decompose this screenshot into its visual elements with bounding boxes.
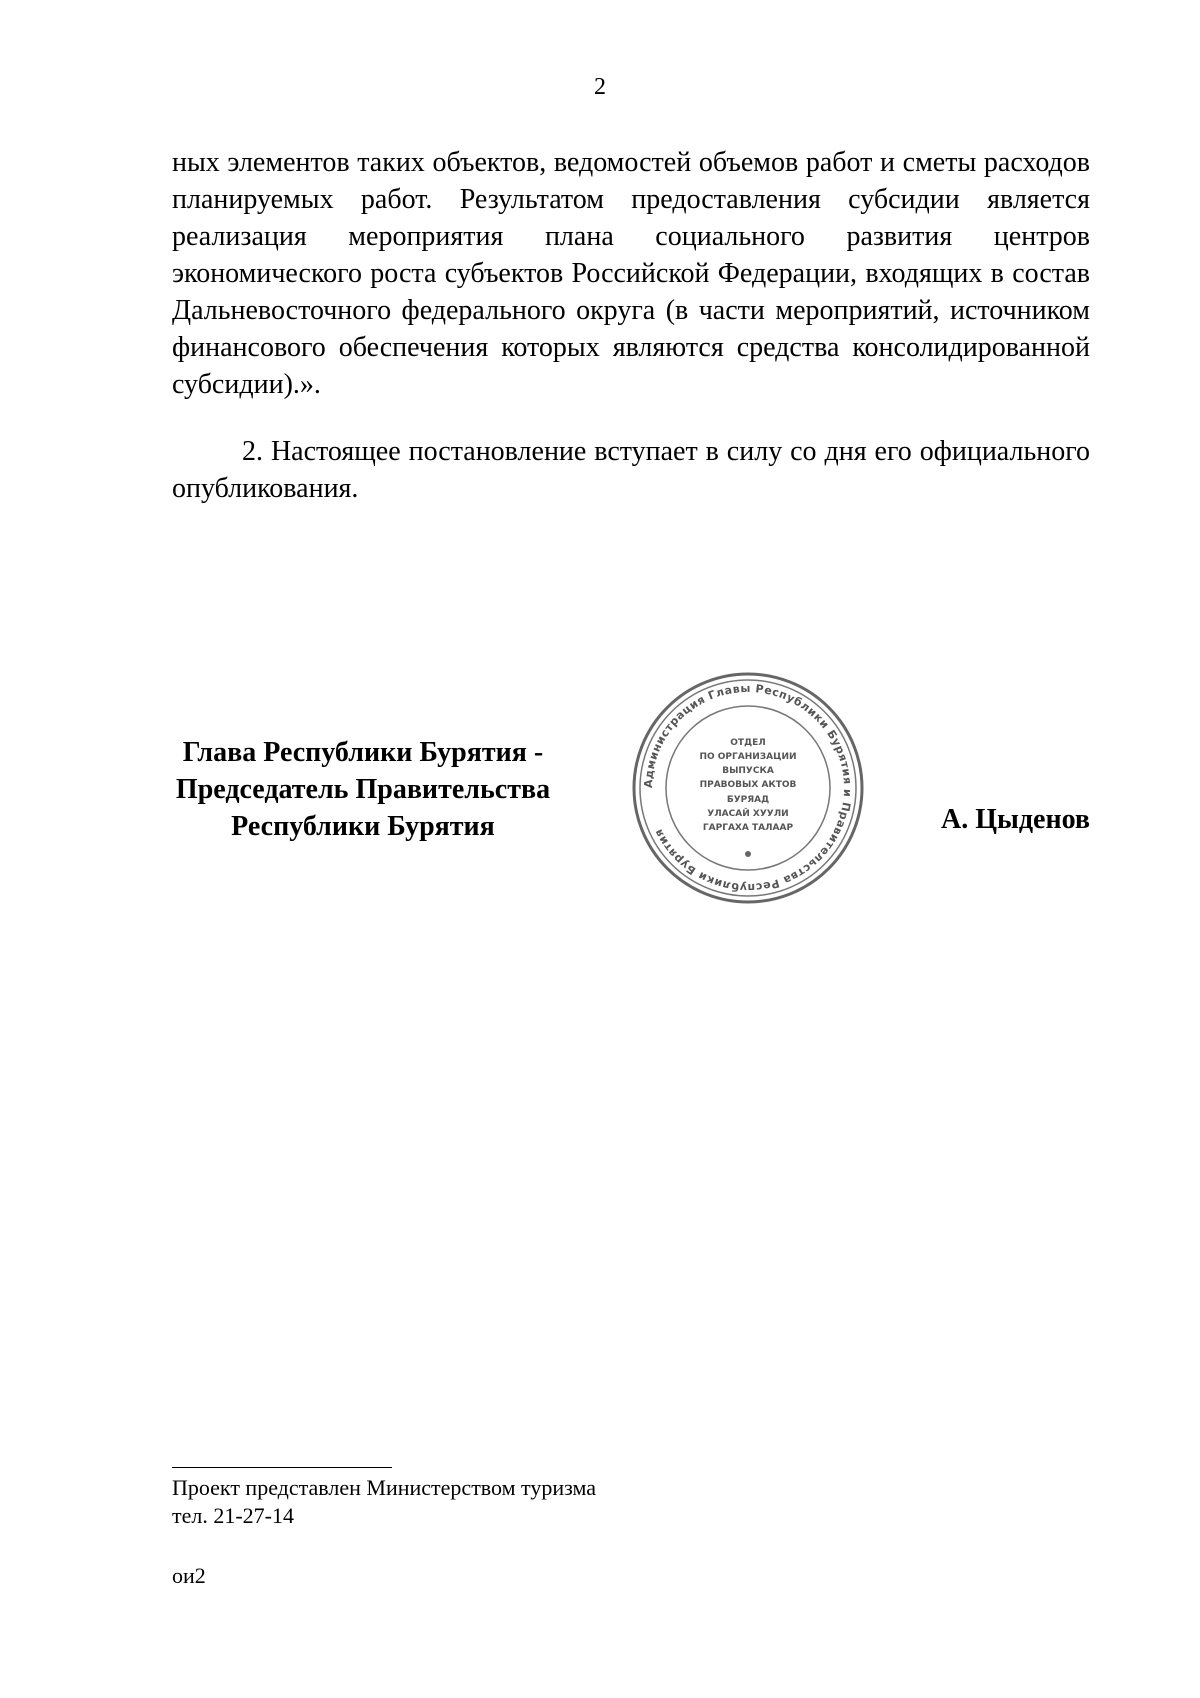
seal-center-text xyxy=(699,738,796,833)
signatory-title-line-2: Председатель Правительства xyxy=(175,774,551,805)
seal-outer-text-path: Администрация Главы Республики Бурятия и Правительства Республики Бурятия xyxy=(641,681,855,895)
signatory-title xyxy=(168,734,558,845)
footnote-presented-by: Проект представлен Министерством туризма xyxy=(172,1475,597,1500)
official-seal xyxy=(628,668,868,908)
footnote-phone: тел. 21-27-14 xyxy=(172,1503,295,1528)
seal-center-line-5: БУРЯАД xyxy=(726,795,770,805)
seal-center-line-3: ВЫПУСКА xyxy=(722,766,774,776)
signer-name: А. Цыденов xyxy=(940,804,1090,835)
seal-center-line-6: УЛАСАЙ ХУУЛИ xyxy=(707,809,789,819)
seal-center-line-7: ГАРГАХА ТАЛААР xyxy=(702,823,794,833)
signatory-title-line-1: Глава Республики Бурятия - xyxy=(182,737,544,768)
seal-dot xyxy=(745,851,751,857)
body-text xyxy=(172,144,1090,507)
signatory-title-line-3: Республики Бурятия xyxy=(231,811,495,842)
seal-center-line-2: ПО ОРГАНИЗАЦИИ xyxy=(699,752,797,762)
seal-center-line-4: ПРАВОВЫХ АКТОВ xyxy=(699,780,797,790)
footnote xyxy=(172,1474,596,1530)
seal-icon xyxy=(628,668,868,908)
page-number: 2 xyxy=(594,74,606,100)
document-code: ои2 xyxy=(172,1563,206,1588)
seal-center-line-1: ОТДЕЛ xyxy=(730,738,766,748)
paragraph-effective-date: 2. Настоящее постановление вступает в силу со дня его официального опубликования. xyxy=(172,436,1090,504)
footnote-divider xyxy=(172,1467,392,1468)
paragraph-continuation: ных элементов таких объектов, ведомостей объемов работ и сметы расходов планируемых работ. Результатом предоставления субсидии является реализация мероприятия плана социального развития центров экономического роста субъектов Российской Федерации, входящих в состав Дальневосточного федерального округа (в части мероприятий, источником финансового обеспечения которых являются средства консолидированной субсидии).». xyxy=(172,147,1090,400)
